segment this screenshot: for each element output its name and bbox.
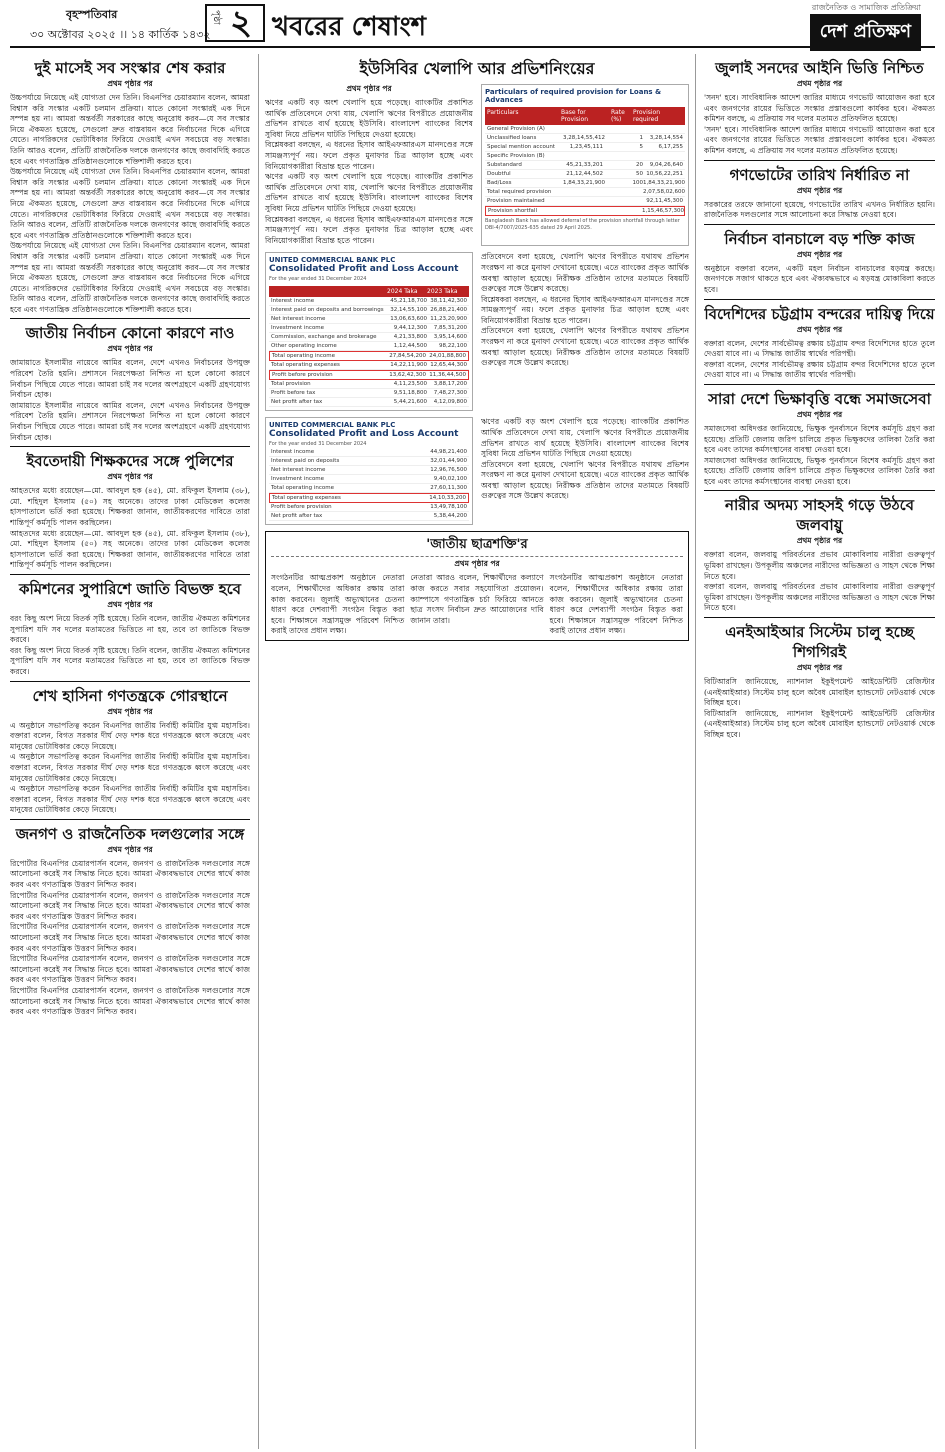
figure-row: [269, 457, 469, 466]
article-body-cont-3: রিপোর্টার বিএনপির চেয়ারপার্সন বলেন, জনগণ ও রাজনৈতিক দলগুলোর সঙ্গে আলোচনা করেই সব সিদ্ধান্ত নিতে হবে। আমরা ঐক্যবদ্ধভাবে দেশের স্বার্থে কাজ করব এবং গণতান্ত্রিক উত্তরণ নিশ্চিত করব।: [10, 954, 250, 985]
article-headline: সারা দেশে ভিক্ষাবৃত্তি বন্ধে সমাজসেবা: [708, 389, 931, 408]
figure-row-label: Total operating income: [272, 353, 336, 360]
figure-rows: [269, 448, 469, 521]
figure-row: [269, 512, 469, 521]
article-body-cont: আহতদের মধ্যে রয়েছেন—মো. আবদুল হক (৪৫), মো. রফিকুল ইসলাম (৩৮), মো. শহিদুল ইসলাম (৫০) সহ অনেকে। তাদের ঢাকা মেডিকেল কলেজ হাসপাতালে ভর্তি করা হয়েছে। শিক্ষকরা জানান, জাতীয়করণের দাবিতে তারা শান্তিপূর্ণ কর্মসূচি পালন করছিলেন।: [10, 528, 250, 570]
figure-period: For the year ended 31 December 2024: [269, 441, 367, 448]
article-body-cont: এ অনুষ্ঠানে সভাপতিত্ব করেন বিএনপির জাতীয় নির্বাহী কমিটির যুগ্ম মহাসচিব। বক্তারা বলেন, বিগত সরকার দীর্ঘ দেড় দশক ধরে গণতন্ত্রকে ধ্বংস করেছে এবং মানুষের ভোটাধিকার কেড়ে নিয়েছে।: [10, 752, 250, 783]
article-body-cont-2: উচ্চপর্যায়ে নিয়েছে এই যোগ্যতা দেন তিনি। বিএনপির চেয়ারম্যান বলেন, আমরা বিশ্বাস করি সংস্কার একটি চলমান প্রক্রিয়া। যাতে কোনো সংস্কারই এক দিনে সম্পন্ন হয় না। আমরা অন্তর্বর্তী সরকারের কাছে অনুরোধ করব—যে সব সংস্কার নিয়ে ঐকমত্য হয়েছে, সেগুলো দ্রুত বাস্তবায়ন করে নির্বাচনের দিকে এগিয়ে যেতে। নাগরিকদের ভোটাধিকার ফিরিয়ে দেওয়াই এখন সবচেয়ে বড় সংস্কার। তিনি আরও বলেন, প্রতিটি রাজনৈতিক দলকে জনগণের কাছে জবাবদিহি করতে হবে এবং গণতান্ত্রিক প্রতিষ্ঠানগুলোকে শক্তিশালী করতে হবে।: [10, 241, 250, 314]
figure-row: [269, 324, 469, 333]
figure-row-value: 3,28,14,55,412: [563, 135, 605, 141]
profit-loss-figure-2: [265, 417, 473, 525]
article-body: 'সনদ' হবে। সাংবিধানিক আদেশ জারির মাধ্যমে গণভোট আয়োজন করা হবে এবং জনগণের রায়ের ভিত্তিতে সংস্কার প্রস্তাবগুলো কার্যকর হবে। ঐকমত্য কমিশন বলছে, এ প্রক্রিয়ায় সব দলের মতামত প্রতিফলিত হয়েছে।: [704, 93, 935, 124]
figure-row-label: Interest income: [271, 449, 315, 456]
lead-text-right-2: [481, 417, 689, 525]
lead-body-2: বিশ্লেষকরা বলছেন, এ ধরনের হিসাব আইএফআরএস মানদণ্ডের সঙ্গে সামঞ্জস্যপূর্ণ নয়। ফলে প্রকৃত মুনাফার চিত্র আড়াল হচ্ছে এবং বিনিয়োগকারীরা বিভ্রান্ত হতে পারেন।: [481, 294, 689, 325]
figure-row-value: 92,11,45,300: [646, 198, 683, 204]
box-columns: [271, 573, 683, 637]
article-body-cont: বিটিআরসি জানিয়েছে, ন্যাশনাল ইকুইপমেন্ট আইডেন্টিটি রেজিস্টার (এনইআইআর) সিস্টেম চালু হলে অবৈধ মোবাইল হ্যান্ডসেট নেটওয়ার্ক থেকে বিচ্ছিন্ন হবে।: [704, 708, 935, 739]
lead-headline: ইউসিবির খেলাপি আর প্রভিশনিংয়ের: [359, 59, 595, 78]
figure-row: [269, 351, 469, 361]
continuation-note: প্রথম পৃষ্ঠার পর: [107, 706, 153, 716]
lead-body-2: প্রতিবেদনে বলা হয়েছে, খেলাপি ঋণের বিপরীতে যথাযথ প্রভিশন সংরক্ষণ না করে মুনাফা দেখানো হয়েছে। এতে ব্যাংকের প্রকৃত আর্থিক অবস্থা আড়াল হয়েছে। নিরীক্ষক প্রতিষ্ঠান তাদের মতামতে বিষয়টি গুরুত্বের সঙ্গে উল্লেখ করেছে।: [481, 459, 689, 501]
figure-row-value: 100: [632, 180, 643, 186]
article-body-cont-2: রিপোর্টার বিএনপির চেয়ারপার্সন বলেন, জনগণ ও রাজনৈতিক দলগুলোর সঙ্গে আলোচনা করেই সব সিদ্ধান্ত নিতে হবে। আমরা ঐক্যবদ্ধভাবে দেশের স্বার্থে কাজ করব এবং গণতান্ত্রিক উত্তরণ নিশ্চিত করব।: [10, 922, 250, 953]
article-headline: কমিশনের সুপারিশে জাতি বিভক্ত হবে: [19, 579, 241, 598]
figure-row: [269, 342, 469, 351]
continuation-note: প্রথম পৃষ্ঠার পর: [796, 185, 843, 195]
figure-row-label: Bad/Loss: [486, 180, 512, 186]
figure-row: [485, 125, 685, 134]
article: [704, 165, 935, 221]
figure-row: [269, 448, 469, 457]
figure-header-row: [269, 286, 469, 297]
article: [704, 58, 935, 157]
lead-body-3: ঋণের একটি বড় অংশ খেলাপি হয়ে পড়েছে। ব্যাংকটির প্রকাশিত আর্থিক প্রতিবেদনে দেখা যায়, খেলাপি ঋণের বিপরীতে প্রয়োজনীয় প্রভিশন রাখতে ব্যর্থ হয়েছে ইউসিবি। বাংলাদেশ ব্যাংকের বিশেষ সুবিধা নিয়ে প্রভিশন ঘাটতি পিছিয়ে দেওয়া হয়েছে।: [265, 172, 473, 213]
lead-body-2: বিশ্লেষকরা বলছেন, এ ধরনের হিসাব আইএফআরএস মানদণ্ডের সঙ্গে সামঞ্জস্যপূর্ণ নয়। ফলে প্রকৃত মুনাফার চিত্র আড়াল হচ্ছে এবং বিনিয়োগকারীরা বিভ্রান্ত হতে পারেন।: [265, 140, 473, 171]
figure-row-value: 2,07,58,02,600: [643, 189, 685, 195]
article-body: বরং কিছু অংশ নিয়ে বিতর্ক সৃষ্টি হয়েছে। তিনি বলেন, জাতীয় ঐকমত্য কমিশনের সুপারিশ যদি সব দলের মতামতের ভিত্তিতে না হয়, তবে তা জাতিকে বিভক্ত করবে।: [10, 613, 250, 645]
figure-title: Consolidated Profit and Loss Account: [269, 429, 459, 440]
continuation-note: প্রথম পৃষ্ঠার পর: [107, 844, 153, 854]
figure-row-value: 11,23,20,900: [430, 316, 468, 323]
article-headline: জাতীয় নির্বাচন কোনো কারণে নাও: [25, 324, 235, 343]
figure-row-value: 9,04,26,640: [649, 162, 683, 168]
figure-row-value: 21,12,44,502: [566, 171, 603, 177]
figure-row-value: 45,21,33,201: [566, 162, 603, 168]
figure-title: Particulars of required provision for Loans & Advances: [484, 88, 662, 104]
divider: [10, 446, 250, 447]
figure-row-value: 1,23,45,111: [569, 144, 603, 150]
figure-header-cell: Rate (%): [611, 109, 625, 123]
divider: [10, 318, 250, 319]
figure-row-label: Interest paid on deposits and borrowings: [271, 307, 384, 314]
figure-row-value: [602, 208, 642, 214]
figure-row-value: 44,98,21,400: [430, 449, 468, 456]
figure-row-value: 50: [636, 171, 643, 177]
figure-row-value: 11,36,44,500: [429, 372, 467, 379]
figure-row-value: [603, 126, 643, 132]
page-word: পৃষ্ঠা: [211, 10, 221, 25]
figure-note: Bangladesh Bank has allowed deferral of the provision shortfall through letter DBI-4/7007/2025-635 dated 29 April 2025.: [484, 218, 680, 231]
figure-rows: [485, 125, 685, 216]
figure-row-value: 7,48,27,300: [433, 390, 468, 397]
figure-row-label: Net profit after tax: [271, 513, 323, 520]
figure-row-value: 4,11,23,500: [393, 381, 428, 388]
article: [704, 229, 935, 296]
lead-text-left: [265, 84, 473, 246]
figure-row: [485, 188, 685, 197]
masthead: [10, 0, 935, 48]
article: [10, 579, 250, 678]
figure-row-value: 12,65,44,300: [430, 362, 468, 369]
figure-row-label: Total required provision: [486, 189, 552, 195]
figure-row-value: 13,06,63,600: [390, 316, 428, 323]
figure-row-value: 26,88,21,400: [430, 307, 468, 314]
box-headline: 'জাতীয় ছাত্রশক্তি'র: [271, 535, 683, 557]
figure-row-value: [603, 189, 643, 195]
article: [10, 824, 250, 1018]
figure-row-value: 9,51,18,800: [393, 390, 428, 397]
figure-row: [269, 466, 469, 475]
figure-row-value: 32,14,55,100: [390, 307, 428, 314]
article-headline: নির্বাচন বানচালে বড় শক্তি কাজ: [724, 229, 915, 248]
figure-row: [485, 197, 685, 206]
article-body-cont: 'সনদ' হবে। সাংবিধানিক আদেশ জারির মাধ্যমে গণভোট আয়োজন করা হবে এবং জনগণের রায়ের ভিত্তিতে সংস্কার প্রস্তাবগুলো কার্যকর হবে। ঐকমত্য কমিশন বলছে, এ প্রক্রিয়ায় সব দলের মতামত প্রতিফলিত হয়েছে।: [704, 124, 935, 155]
article: [704, 495, 935, 614]
divider: [704, 224, 935, 225]
continuation-note: প্রথম পৃষ্ঠার পর: [796, 536, 843, 546]
figure-row-value: 38,11,42,300: [430, 298, 468, 305]
article-headline: শেখ হাসিনা গণতন্ত্রকে গোরস্থানে: [32, 686, 228, 705]
boxed-article: [265, 531, 689, 641]
lead-row-3: [265, 417, 689, 525]
lead-body-3: প্রতিবেদনে বলা হয়েছে, খেলাপি ঋণের বিপরীতে যথাযথ প্রভিশন সংরক্ষণ না করে মুনাফা দেখানো হয়েছে। এতে ব্যাংকের প্রকৃত আর্থিক অবস্থা আড়াল হয়েছে। নিরীক্ষক প্রতিষ্ঠান তাদের মতামতে বিষয়টি গুরুত্বের সঙ্গে উল্লেখ করেছে।: [481, 326, 689, 368]
article-body: রিপোর্টার বিএনপির চেয়ারপার্সন বলেন, জনগণ ও রাজনৈতিক দলগুলোর সঙ্গে আলোচনা করেই সব সিদ্ধান্ত নিতে হবে। আমরা ঐক্যবদ্ধভাবে দেশের স্বার্থে কাজ করব এবং গণতান্ত্রিক উত্তরণ নিশ্চিত করব।: [10, 858, 250, 890]
article-body: সমাজসেবা অধিদপ্তর জানিয়েছে, ভিক্ষুক পুনর্বাসনে বিশেষ কর্মসূচি গ্রহণ করা হয়েছে। প্রতিটি জেলায় জরিপ চালিয়ে প্রকৃত ভিক্ষুকদের তালিকা তৈরি করা হবে এবং তাদের কর্মসংস্থানের ব্যবস্থা নেওয়া হবে।: [704, 423, 935, 455]
article-headline: জনগণ ও রাজনৈতিক দলগুলোর সঙ্গে: [15, 824, 245, 843]
article: [10, 58, 250, 315]
figure-row-value: 1: [639, 135, 643, 141]
article: [704, 389, 935, 488]
lead-text-right: [481, 252, 689, 411]
figure-row: [269, 484, 469, 493]
figure-row-value: 13,62,42,300: [389, 372, 427, 379]
article-body-cont: রিপোর্টার বিএনপির চেয়ারপার্সন বলেন, জনগণ ও রাজনৈতিক দলগুলোর সঙ্গে আলোচনা করেই সব সিদ্ধান্ত নিতে হবে। আমরা ঐক্যবদ্ধভাবে দেশের স্বার্থে কাজ করব এবং গণতান্ত্রিক উত্তরণ নিশ্চিত করব।: [10, 890, 250, 921]
article-body: বক্তারা বলেন, জলবায়ু পরিবর্তনের প্রভাব মোকাবিলায় নারীরা গুরুত্বপূর্ণ ভূমিকা রাখছেন। উপকূলীয় অঞ্চলের নারীদের অভিজ্ঞতা ও সাহস থেকে শিক্ষা নিতে হবে।: [704, 550, 935, 581]
article-headline: দুই মাসেই সব সংস্কার শেষ করার: [34, 59, 226, 77]
figure-row-value: [563, 153, 603, 159]
figure-bank-name: UNITED COMMERCIAL BANK PLC: [269, 256, 396, 265]
figure-row-value: 24,01,88,800: [429, 353, 467, 360]
figure-row-label: Other operating income: [271, 343, 337, 350]
figure-row-value: 4,12,09,800: [433, 399, 468, 406]
figure-row-label: Specific Provision (B): [486, 153, 545, 159]
page-number: ২: [229, 3, 253, 43]
figure-row-label: Interest paid on deposits: [271, 458, 340, 465]
figure-row-value: [643, 126, 683, 132]
figure-row-label: Investment income: [271, 325, 325, 332]
figure-row: [269, 333, 469, 342]
lead-row-1: [265, 84, 689, 246]
figure-row-value: 3,95,14,600: [433, 334, 468, 341]
figure-row-value: 3,88,17,200: [433, 381, 468, 388]
figure-row-label: Doubtful: [486, 171, 511, 177]
figure-row-label: Total provision: [271, 381, 311, 388]
figure-row-value: 4,21,33,800: [393, 334, 428, 341]
continuation-note: প্রথম পৃষ্ঠার পর: [796, 663, 843, 673]
figure-bank-name: UNITED COMMERCIAL BANK PLC: [269, 421, 396, 430]
article-body-cont: বক্তারা বলেন, দেশের সার্বভৌমত্ব রক্ষায় চট্টগ্রাম বন্দর বিদেশিদের হাতে তুলে দেওয়া যাবে না। এ সিদ্ধান্ত জাতীয় স্বার্থের পরিপন্থী।: [704, 359, 935, 380]
figure-row: [485, 134, 685, 143]
figure-row-label: Net profit after tax: [271, 399, 323, 406]
figure-row-value: 27,60,11,300: [430, 485, 468, 492]
divider: [704, 160, 935, 161]
figure-header-cell: Provision required: [633, 109, 661, 123]
figure-row-value: 14,22,11,900: [390, 362, 428, 369]
figure-row-value: 7,85,31,200: [433, 325, 468, 332]
figure-header-cell: Particulars: [486, 109, 519, 116]
figure-row: [269, 493, 469, 503]
article-body-cont: জামায়াতে ইসলামীর নায়েবে আমির বলেন, দেশে এখনও নির্বাচনের উপযুক্ত পরিবেশ তৈরি হয়নি। প্রশাসনে নিরপেক্ষতা নিশ্চিত না হলে কোনো কারণে নির্বাচন পিছিয়ে যেতে পারে। আমরা চাই সব দলের অংশগ্রহণে একটি গ্রহণযোগ্য নির্বাচন হোক।: [10, 400, 250, 442]
figure-row-value: 5,44,21,600: [393, 399, 428, 406]
figure-row-label: Profit before provision: [272, 372, 333, 379]
figure-row-label: Unclassified loans: [486, 135, 537, 141]
divider: [704, 617, 935, 618]
figure-row-label: Substandard: [486, 162, 522, 168]
figure-header-cell: 2023 Taka: [427, 288, 458, 296]
figure-row: [269, 380, 469, 389]
figure-row: [269, 370, 469, 380]
divider: [704, 299, 935, 300]
figure-row-value: 32,01,44,900: [430, 458, 468, 465]
article-headline: বিদেশিদের চট্টগ্রাম বন্দরের দায়িত্ব দিয়ে: [704, 304, 935, 323]
figure-row-value: 6,17,255: [658, 144, 683, 150]
figure-row-label: Provision shortfall: [487, 208, 537, 214]
figure-title: Consolidated Profit and Loss Account: [269, 264, 459, 275]
figure-row: [485, 152, 685, 161]
divider: [10, 574, 250, 575]
lead-body: প্রতিবেদনে বলা হয়েছে, খেলাপি ঋণের বিপরীতে যথাযথ প্রভিশন সংরক্ষণ না করে মুনাফা দেখানো হয়েছে। এতে ব্যাংকের প্রকৃত আর্থিক অবস্থা আড়াল হয়েছে। নিরীক্ষক প্রতিষ্ঠান তাদের মতামতে বিষয়টি গুরুত্বের সঙ্গে উল্লেখ করেছে।: [481, 252, 689, 294]
divider: [704, 384, 935, 385]
figure-row-label: Net interest income: [271, 467, 326, 474]
article: [10, 323, 250, 443]
figure-row-value: 1,15,46,57,300: [642, 208, 684, 214]
figure-row-value: 98,22,100: [439, 343, 468, 350]
box-body-2: নেতারা আরও বলেন, শিক্ষার্থীদের কল্যাণে কাজ করতে সবার সহযোগিতা প্রয়োজন। ক্যাম্পাসে গণতান্ত্রিক চর্চা ফিরিয়ে আনতে ছাত্র সংসদ নির্বাচন দ্রুত আয়োজনের দাবি জানান তারা।: [410, 573, 544, 625]
right-column: [704, 54, 935, 1449]
article-body: সরকারের তরফে জানানো হয়েছে, গণভোটের তারিখ এখনও নির্ধারিত হয়নি। রাজনৈতিক দলগুলোর সঙ্গে আলোচনা করে সিদ্ধান্ত নেওয়া হবে।: [704, 199, 935, 220]
continuation-note: প্রথম পৃষ্ঠার পর: [796, 324, 843, 334]
continuation-note: প্রথম পৃষ্ঠার পর: [796, 409, 843, 419]
figure-row-value: 1,84,33,21,900: [643, 180, 685, 186]
figure-row-value: [563, 198, 603, 204]
figure-row: [485, 179, 685, 188]
box-body: সংগঠনটির আত্মপ্রকাশ অনুষ্ঠানে নেতারা বলেন, শিক্ষার্থীদের অধিকার রক্ষায় তারা কাজ করবেন। জুলাই অভ্যুত্থানের চেতনা ধারণ করে দেশব্যাপী সংগঠন বিস্তৃত করা হবে। শিক্ষাঙ্গনে সন্ত্রাসমুক্ত পরিবেশ নিশ্চিত করাই তাদের প্রধান লক্ষ্য।: [271, 573, 405, 636]
figure-row-value: 1,84,33,21,900: [563, 180, 605, 186]
figure-row-value: [563, 189, 603, 195]
divider: [10, 681, 250, 682]
section-title: খবরের শেষাংশ: [272, 12, 427, 42]
figure-row-value: 1,12,44,500: [393, 343, 428, 350]
figure-row-value: [603, 153, 643, 159]
lead-body: ঋণের একটি বড় অংশ খেলাপি হয়ে পড়েছে। ব্যাংকটির প্রকাশিত আর্থিক প্রতিবেদনে দেখা যায়, খেলাপি ঋণের বিপরীতে প্রয়োজনীয় প্রভিশন রাখতে ব্যর্থ হয়েছে ইউসিবি। বাংলাদেশ ব্যাংকের বিশেষ সুবিধা নিয়ে প্রভিশন ঘাটতি পিছিয়ে দেওয়া হয়েছে।: [265, 98, 473, 139]
article-body: বক্তারা বলেন, দেশের সার্বভৌমত্ব রক্ষায় চট্টগ্রাম বন্দর বিদেশিদের হাতে তুলে দেওয়া যাবে না। এ সিদ্ধান্ত জাতীয় স্বার্থের পরিপন্থী।: [704, 338, 935, 359]
figure-row-value: 14,10,33,200: [429, 495, 467, 502]
figure-row-value: 12,96,76,500: [430, 467, 468, 474]
figure-row-label: Investment income: [271, 476, 325, 483]
figure-row-value: [643, 153, 683, 159]
figure-row: [269, 306, 469, 315]
lead-body-4: বিশ্লেষকরা বলছেন, এ ধরনের হিসাব আইএফআরএস মানদণ্ডের সঙ্গে সামঞ্জস্যপূর্ণ নয়। ফলে প্রকৃত মুনাফার চিত্র আড়াল হচ্ছে এবং বিনিয়োগকারীরা বিভ্রান্ত হতে পারেন।: [265, 214, 473, 245]
figure-row: [269, 389, 469, 398]
header-date: ৩০ অক্টোবর ২০২৫ ।। ১৪ কার্তিক ১৪৩২: [30, 28, 211, 41]
figure-row: [485, 161, 685, 170]
figure-row: [485, 206, 685, 216]
figure-rows: [269, 297, 469, 407]
header-day: বৃহস্পতিবার: [66, 8, 118, 21]
figure-row-value: 45,21,18,700: [390, 298, 428, 305]
article-body-cont: বক্তারা বলেন, জলবায়ু পরিবর্তনের প্রভাব মোকাবিলায় নারীরা গুরুত্বপূর্ণ ভূমিকা রাখছেন। উপকূলীয় অঞ্চলের নারীদের অভিজ্ঞতা ও সাহস থেকে শিক্ষা নিতে হবে।: [704, 582, 935, 613]
article: [704, 622, 935, 741]
figure-row-value: 5: [639, 144, 643, 150]
profit-loss-figure: [265, 252, 473, 411]
figure-row-value: 20: [636, 162, 643, 168]
article-headline: গণভোটের তারিখ নির্ধারিত না: [729, 165, 910, 184]
figure-row: [269, 297, 469, 306]
continuation-note: প্রথম পৃষ্ঠার পর: [107, 599, 153, 609]
figure-header-row: [485, 107, 685, 125]
continuation-note: প্রথম পৃষ্ঠার পর: [107, 472, 153, 482]
article-body: এ অনুষ্ঠানে সভাপতিত্ব করেন বিএনপির জাতীয় নির্বাহী কমিটির যুগ্ম মহাসচিব। বক্তারা বলেন, বিগত সরকার দীর্ঘ দেড় দশক ধরে গণতন্ত্রকে ধ্বংস করেছে এবং মানুষের ভোটাধিকার কেড়ে নিয়েছে।: [10, 720, 250, 751]
figure-header-cell: Base for Provision: [561, 109, 589, 123]
figure-row-value: 27,84,54,200: [389, 353, 427, 360]
continuation-note: প্রথম পৃষ্ঠার পর: [107, 79, 153, 88]
continuation-note: প্রথম পৃষ্ঠার পর: [796, 249, 843, 259]
article-headline: ইবতেদায়ী শিক্ষকদের সঙ্গে পুলিশের: [26, 452, 234, 471]
divider: [10, 819, 250, 820]
figure-row-label: Special mention account: [486, 144, 555, 150]
article-headline: নারীর অদম্য সাহসই গড়ে উঠবে জলবায়ু: [724, 496, 915, 535]
page-number-box: [205, 4, 265, 42]
article-body: বিটিআরসি জানিয়েছে, ন্যাশনাল ইকুইপমেন্ট আইডেন্টিটি রেজিস্টার (এনইআইআর) সিস্টেম চালু হলে অবৈধ মোবাইল হ্যান্ডসেট নেটওয়ার্ক থেকে বিচ্ছিন্ন হবে।: [704, 677, 935, 708]
lead-body: ঋণের একটি বড় অংশ খেলাপি হয়ে পড়েছে। ব্যাংকটির প্রকাশিত আর্থিক প্রতিবেদনে দেখা যায়, খেলাপি ঋণের বিপরীতে প্রয়োজনীয় প্রভিশন রাখতে ব্যর্থ হয়েছে ইউসিবি। বাংলাদেশ ব্যাংকের বিশেষ সুবিধা নিয়ে প্রভিশন ঘাটতি পিছিয়ে দেওয়া হয়েছে।: [481, 417, 689, 459]
center-column: [258, 54, 696, 1449]
article-body-cont: সমাজসেবা অধিদপ্তর জানিয়েছে, ভিক্ষুক পুনর্বাসনে বিশেষ কর্মসূচি গ্রহণ করা হয়েছে। প্রতিটি জেলায় জরিপ চালিয়ে প্রকৃত ভিক্ষুকদের তালিকা তৈরি করা হবে এবং তাদের কর্মসংস্থানের ব্যবস্থা নেওয়া হবে।: [704, 455, 935, 486]
figure-row: [269, 503, 469, 512]
article-headline: এনইআইআর সিস্টেম চালু হচ্ছে শিগগিরই: [725, 623, 914, 662]
newspaper-logo: দেশ প্রতিক্ষণ: [810, 14, 921, 51]
article-body-cont-2: এ অনুষ্ঠানে সভাপতিত্ব করেন বিএনপির জাতীয় নির্বাহী কমিটির যুগ্ম মহাসচিব। বক্তারা বলেন, বিগত সরকার দীর্ঘ দেড় দশক ধরে গণতন্ত্রকে ধ্বংস করেছে এবং মানুষের ভোটাধিকার কেড়ে নিয়েছে।: [10, 784, 250, 815]
article-body: আহতদের মধ্যে রয়েছেন—মো. আবদুল হক (৪৫), মো. রফিকুল ইসলাম (৩৮), মো. শহিদুল ইসলাম (৫০) সহ অনেকে। তাদের ঢাকা মেডিকেল কলেজ হাসপাতালে ভর্তি করা হয়েছে। শিক্ষকরা জানান, জাতীয়করণের দাবিতে তারা শান্তিপূর্ণ কর্মসূচি পালন করছিলেন।: [10, 486, 250, 527]
figure-row: [269, 398, 469, 407]
figure-period: For the year ended 31 December 2024: [269, 276, 367, 283]
figure-row-value: 13,49,78,100: [430, 504, 468, 511]
figure-row-value: 5,38,44,200: [433, 513, 468, 520]
figure-row-value: [563, 126, 603, 132]
figure-row-label: Commission, exchange and brokerage: [271, 334, 377, 341]
article-headline: জুলাই সনদের আইনি ভিত্তি নিশ্চিত: [715, 59, 924, 77]
figure-row-label: Total operating income: [271, 485, 335, 492]
divider: [704, 490, 935, 491]
figure-row: [269, 475, 469, 484]
figure-row-label: Total operating expenses: [271, 362, 340, 369]
figure-row-value: 3,28,14,554: [649, 135, 683, 141]
figure-row-label: Profit before tax: [271, 390, 316, 397]
figure-row-label: Interest income: [271, 298, 315, 305]
figure-row-label: Profit before provision: [271, 504, 332, 511]
figure-row-label: Provision maintained: [486, 198, 545, 204]
article: [704, 304, 935, 381]
figure-header-cell: 2024 Taka: [387, 288, 418, 296]
figure-row-label: Total operating expenses: [272, 495, 341, 502]
figure-row-value: 9,44,12,300: [393, 325, 428, 332]
provision-table-figure: [481, 84, 689, 246]
figure-row: [485, 143, 685, 152]
figure-row: [269, 361, 469, 370]
figure-row-value: [603, 198, 643, 204]
figure-row-value: [562, 208, 602, 214]
figure-row-label: Net interest income: [271, 316, 326, 323]
figure-row-value: 10,56,22,251: [646, 171, 683, 177]
figure-row: [269, 315, 469, 324]
article-body-cont: বরং কিছু অংশ নিয়ে বিতর্ক সৃষ্টি হয়েছে। তিনি বলেন, জাতীয় ঐকমত্য কমিশনের সুপারিশ যদি সব দলের মতামতের ভিত্তিতে না হয়, তবে তা জাতিকে বিভক্ত করবে।: [10, 645, 250, 676]
article: [10, 451, 250, 571]
article-body-cont-4: রিপোর্টার বিএনপির চেয়ারপার্সন বলেন, জনগণ ও রাজনৈতিক দলগুলোর সঙ্গে আলোচনা করেই সব সিদ্ধান্ত নিতে হবে। আমরা ঐক্যবদ্ধভাবে দেশের স্বার্থে কাজ করব এবং গণতান্ত্রিক উত্তরণ নিশ্চিত করব।: [10, 986, 250, 1017]
continuation-note: প্রথম পৃষ্ঠার পর: [107, 344, 153, 354]
figure-row-value: 9,40,02,100: [433, 476, 468, 483]
header-tagline: রাজনৈতিক ও সামাজিক প্রতিক্রিয়া: [811, 3, 921, 12]
continuation-note: প্রথম পৃষ্ঠার পর: [346, 84, 392, 93]
article-body: উচ্চপর্যায়ে নিয়েছে এই যোগ্যতা দেন তিনি। বিএনপির চেয়ারম্যান বলেন, আমরা বিশ্বাস করি সংস্কার একটি চলমান প্রক্রিয়া। যাতে কোনো সংস্কারই এক দিনে সম্পন্ন হয় না। আমরা অন্তর্বর্তী সরকারের কাছে অনুরোধ করব—যে সব সংস্কার নিয়ে ঐকমত্য হয়েছে, সেগুলো দ্রুত বাস্তবায়ন করে নির্বাচনের দিকে এগিয়ে যেতে। নাগরিকদের ভোটাধিকার ফিরিয়ে দেওয়াই এখন সবচেয়ে বড় সংস্কার। তিনি আরও বলেন, প্রতিটি রাজনৈতিক দলকে জনগণের কাছে জবাবদিহি করতে হবে এবং গণতান্ত্রিক প্রতিষ্ঠানগুলোকে শক্তিশালী করতে হবে।: [10, 93, 250, 166]
article-body: অনুষ্ঠানে বক্তারা বলেন, একটি মহল নির্বাচন বানচালের ষড়যন্ত্র করছে। জনগণকে সজাগ থাকতে হবে এবং ঐক্যবদ্ধভাবে এ ষড়যন্ত্র মোকাবিলা করতে হবে।: [704, 263, 935, 294]
figure-row-label: General Provision (A): [486, 126, 545, 132]
article-body: জামায়াতে ইসলামীর নায়েবে আমির বলেন, দেশে এখনও নির্বাচনের উপযুক্ত পরিবেশ তৈরি হয়নি। প্রশাসনে নিরপেক্ষতা নিশ্চিত না হলে কোনো কারণে নির্বাচন পিছিয়ে যেতে পারে। আমরা চাই সব দলের অংশগ্রহণে একটি গ্রহণযোগ্য নির্বাচন হোক।: [10, 358, 250, 400]
box-body-3: সংগঠনটির আত্মপ্রকাশ অনুষ্ঠানে নেতারা বলেন, শিক্ষার্থীদের অধিকার রক্ষায় তারা কাজ করবেন। জুলাই অভ্যুত্থানের চেতনা ধারণ করে দেশব্যাপী সংগঠন বিস্তৃত করা হবে। শিক্ষাঙ্গনে সন্ত্রাসমুক্ত পরিবেশ নিশ্চিত করাই তাদের প্রধান লক্ষ্য।: [549, 573, 683, 636]
lead-row-2: [265, 252, 689, 411]
continuation-note: প্রথম পৃষ্ঠার পর: [454, 559, 500, 569]
article-body-cont: উচ্চপর্যায়ে নিয়েছে এই যোগ্যতা দেন তিনি। বিএনপির চেয়ারম্যান বলেন, আমরা বিশ্বাস করি সংস্কার একটি চলমান প্রক্রিয়া। যাতে কোনো সংস্কারই এক দিনে সম্পন্ন হয় না। আমরা অন্তর্বর্তী সরকারের কাছে অনুরোধ করব—যে সব সংস্কার নিয়ে ঐকমত্য হয়েছে, সেগুলো দ্রুত বাস্তবায়ন করে নির্বাচনের দিকে এগিয়ে যেতে। নাগরিকদের ভোটাধিকার ফিরিয়ে দেওয়াই এখন সবচেয়ে বড় সংস্কার। তিনি আরও বলেন, প্রতিটি রাজনৈতিক দলকে জনগণের কাছে জবাবদিহি করতে হবে এবং গণতান্ত্রিক প্রতিষ্ঠানগুলোকে শক্তিশালী করতে হবে।: [10, 167, 250, 240]
left-column: [10, 54, 250, 1449]
continuation-note: প্রথম পৃষ্ঠার পর: [796, 79, 843, 88]
figure-row: [485, 170, 685, 179]
article: [10, 686, 250, 816]
